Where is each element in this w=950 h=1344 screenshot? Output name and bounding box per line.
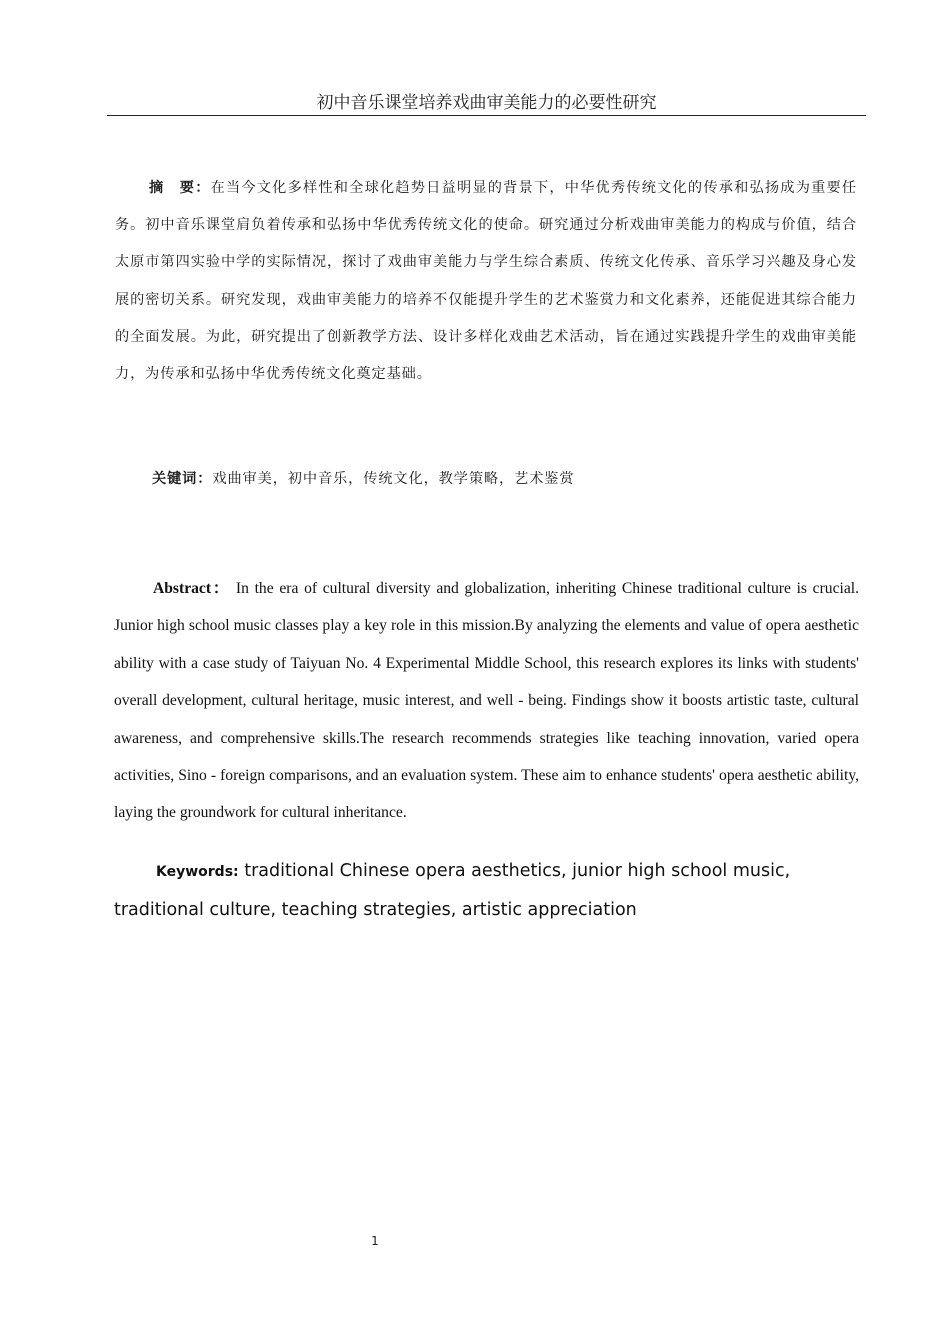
chinese-keywords-label: 关键词：: [152, 471, 213, 487]
header-rule: [107, 115, 866, 116]
english-keywords: [114, 853, 859, 929]
english-keywords-text: traditional Chinese opera aesthetics, junior high school music, traditional culture, teaching strategies, artistic appreciation: [114, 861, 791, 920]
chinese-abstract: [115, 170, 857, 393]
running-header-title: 初中音乐课堂培养戏曲审美能力的必要性研究: [316, 93, 657, 113]
english-keywords-label: Keywords:: [156, 864, 239, 880]
chinese-keywords-text: 戏曲审美，初中音乐，传统文化，教学策略，艺术鉴赏: [212, 471, 575, 487]
chinese-abstract-label: 摘 要：: [149, 180, 211, 196]
page-number: 1: [371, 1234, 379, 1248]
english-abstract: [114, 570, 859, 832]
english-abstract-label: Abstract：: [153, 580, 231, 597]
chinese-abstract-text: 在当今文化多样性和全球化趋势日益明显的背景下，中华优秀传统文化的传承和弘扬成为重要任务。初中音乐课堂肩负着传承和弘扬中华优秀传统文化的使命。研究通过分析戏曲审美能力的构成与价值，结合太原市第四实验中学的实际情况，探讨了戏曲审美能力与学生综合素质、传统文化传承、音乐学习兴趣及身心发展的密切关系。研究发现，戏曲审美能力的培养不仅能提升学生的艺术鉴赏力和文化素养，还能促进其综合能力的全面发展。为此，研究提出了创新教学方法、设计多样化戏曲艺术活动，旨在通过实践提升学生的戏曲审美能力，为传承和弘扬中华优秀传统文化奠定基础。: [115, 180, 857, 383]
chinese-keywords: [152, 466, 574, 492]
english-abstract-text: In the era of cultural diversity and globalization, inheriting Chinese traditional culture is crucial. Junior high school music classes play a key role in this mission.By analyzing the elements and value of opera aesthetic ability with a case study of Taiyuan No. 4 Experimental Middle School, this research explores its links with students' overall development, cultural heritage, music interest, and well - being. Findings show it boosts artistic taste, cultural awareness, and comprehensive skills.The research recommends strategies like teaching innovation, varied opera activities, Sino - foreign comparisons, and an evaluation system. These aim to enhance students' opera aesthetic ability, laying the groundwork for cultural inheritance.: [114, 580, 859, 822]
